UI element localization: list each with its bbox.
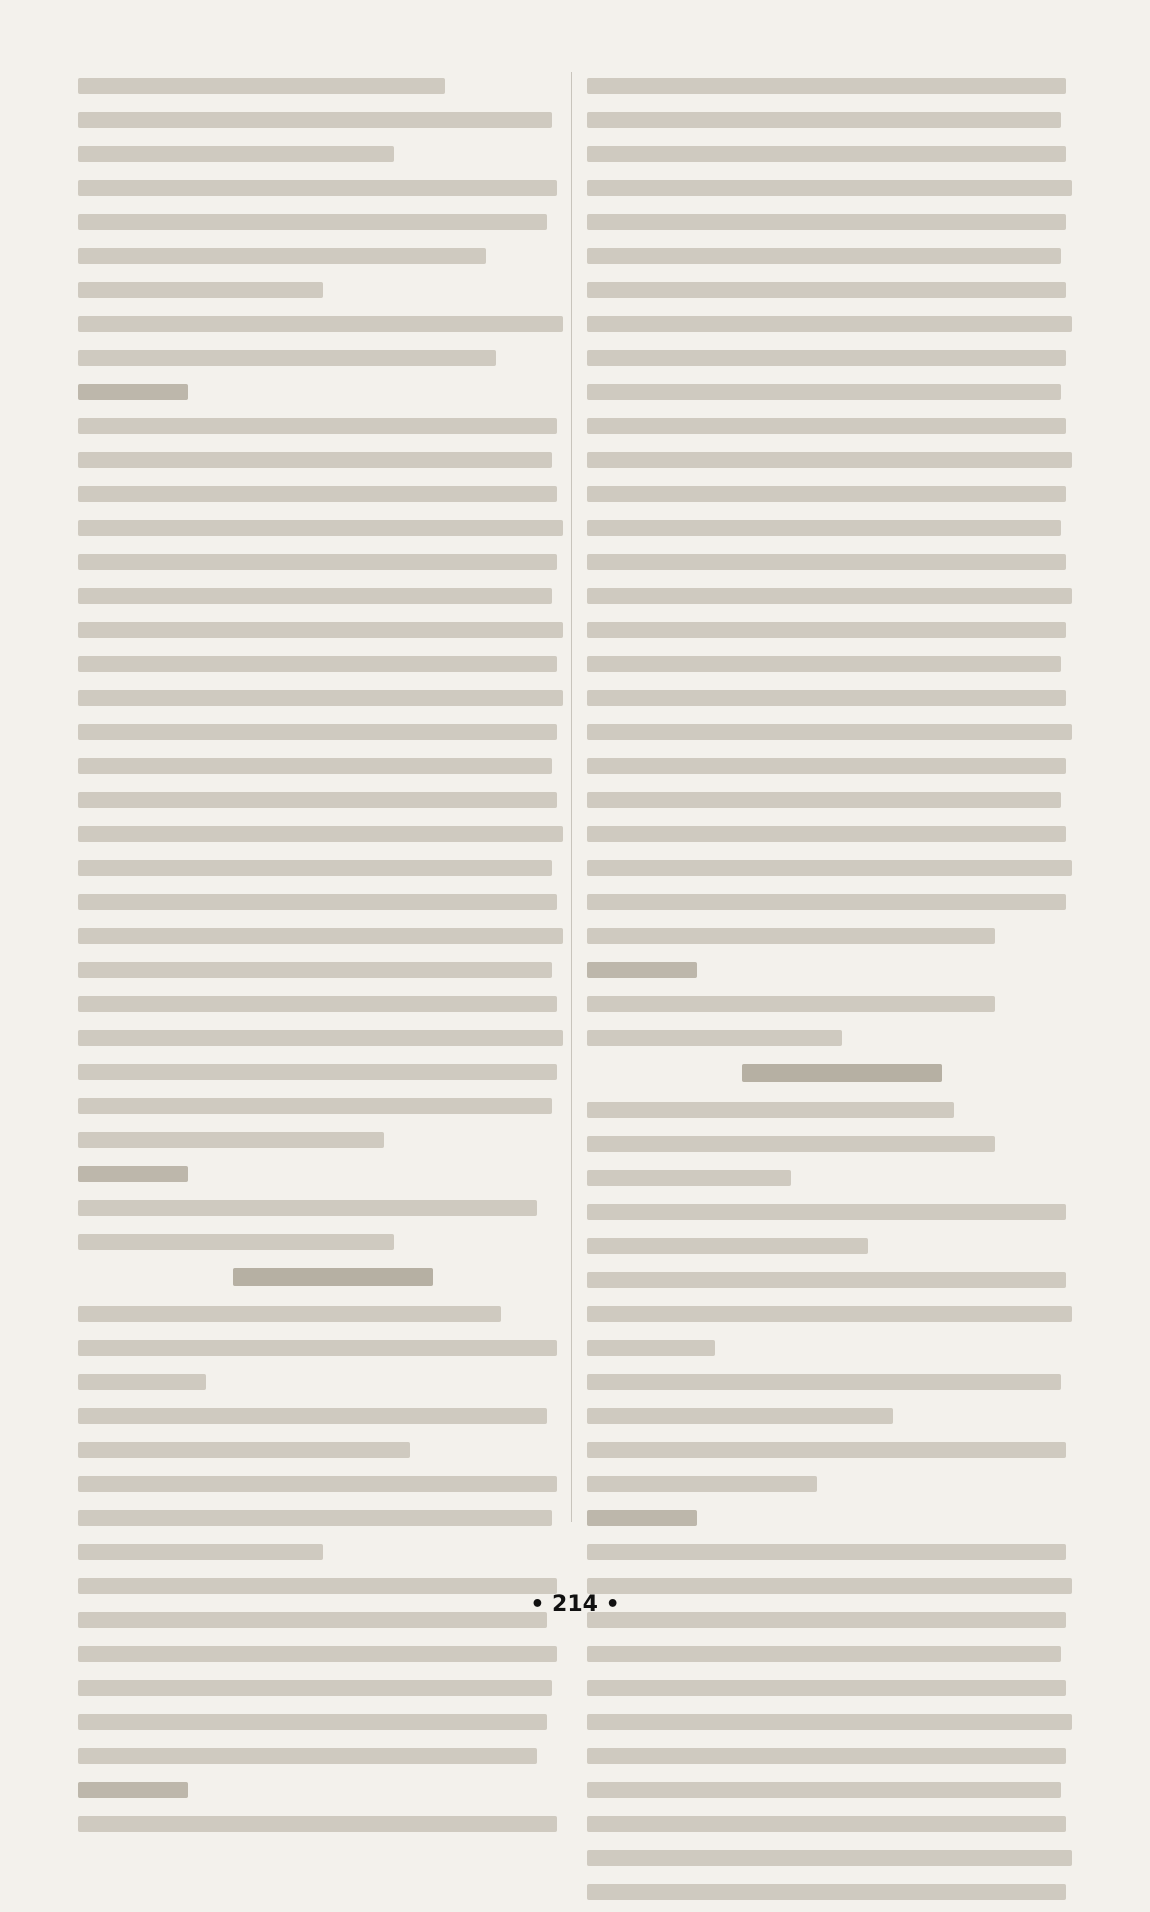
text-bar [78,588,552,604]
text-bar [587,690,1066,706]
text-bar [78,1510,552,1526]
section-title-bar [233,1268,433,1286]
text-line-placeholder [587,1402,1097,1430]
text-line-placeholder [78,1436,588,1464]
text-bar [78,724,557,740]
section-title-placeholder [78,1262,588,1292]
text-line-placeholder [78,412,588,440]
text-bar [78,486,557,502]
text-bar [587,1374,1061,1390]
text-line-placeholder [78,1126,588,1154]
text-line-placeholder [78,1776,588,1804]
text-bar [78,1476,557,1492]
text-line-placeholder [78,548,588,576]
text-line-placeholder [78,820,588,848]
text-line-placeholder [587,412,1097,440]
text-line-placeholder [78,718,588,746]
text-bar [587,384,1061,400]
text-line-placeholder [587,480,1097,508]
text-line-placeholder [587,786,1097,814]
text-bar [78,1544,323,1560]
text-bar [78,1374,206,1390]
text-bar [587,1170,791,1186]
text-line-placeholder [78,310,588,338]
text-bar [78,1340,557,1356]
text-line-placeholder [587,106,1097,134]
text-bar [587,1442,1066,1458]
text-line-placeholder [78,582,588,610]
text-bar [587,1102,954,1118]
text-line-placeholder [78,514,588,542]
text-line-placeholder [587,718,1097,746]
text-line-placeholder [587,1096,1097,1124]
text-bar [587,928,995,944]
text-line-placeholder [78,242,588,270]
text-bar [78,146,394,162]
text-line-placeholder [587,1130,1097,1158]
text-bar [587,180,1072,196]
text-bar [587,724,1072,740]
text-line-placeholder [587,752,1097,780]
text-line-placeholder [78,956,588,984]
text-line-placeholder [78,1334,588,1362]
text-bar [78,418,557,434]
text-line-placeholder [587,1844,1097,1872]
page-number: • 214 • [530,1592,620,1617]
text-line-placeholder [587,140,1097,168]
text-line-placeholder [587,1470,1097,1498]
text-bar [78,1408,547,1424]
text-line-placeholder [78,1504,588,1532]
text-line-placeholder [587,1776,1097,1804]
text-line-placeholder [587,888,1097,916]
text-bar [587,1782,1061,1798]
text-bar [587,452,1072,468]
text-bar [78,554,557,570]
text-bar [78,962,552,978]
text-line-placeholder [78,888,588,916]
text-bar [78,1306,501,1322]
text-line-placeholder [587,1164,1097,1192]
text-line-placeholder [78,1024,588,1052]
text-line-placeholder [78,616,588,644]
text-bar [78,112,552,128]
text-bar [587,112,1061,128]
text-bar [78,1748,537,1764]
text-line-placeholder [587,1232,1097,1260]
text-bar [587,588,1072,604]
text-bar [78,928,563,944]
text-line-placeholder [78,684,588,712]
text-line-placeholder [78,1058,588,1086]
subheading-bar [587,1510,697,1526]
text-line-placeholder [78,1194,588,1222]
subheading-bar [78,1782,188,1798]
text-line-placeholder [587,1198,1097,1226]
text-bar [78,1098,552,1114]
text-line-placeholder [78,1402,588,1430]
text-line-placeholder [78,1708,588,1736]
text-bar [78,860,552,876]
text-bar [78,1646,557,1662]
text-line-placeholder [587,174,1097,202]
text-bar [587,316,1072,332]
text-line-placeholder [587,684,1097,712]
text-line-placeholder [78,650,588,678]
text-line-placeholder [78,174,588,202]
text-line-placeholder [78,922,588,950]
text-bar [78,452,552,468]
left-column [78,72,588,1844]
text-line-placeholder [78,1368,588,1396]
text-bar [587,622,1066,638]
text-line-placeholder [587,1538,1097,1566]
text-bar [587,146,1066,162]
text-line-placeholder [587,616,1097,644]
text-line-placeholder [587,1640,1097,1668]
text-bar [587,282,1066,298]
text-line-placeholder [587,1504,1097,1532]
subheading-bar [78,1166,188,1182]
text-line-placeholder [587,378,1097,406]
subheading-bar [587,962,697,978]
text-line-placeholder [587,1674,1097,1702]
text-line-placeholder [587,990,1097,1018]
text-bar [78,282,323,298]
text-line-placeholder [587,650,1097,678]
text-line-placeholder [587,956,1097,984]
text-line-placeholder [78,854,588,882]
text-line-placeholder [78,1674,588,1702]
section-title-bar [742,1064,942,1082]
text-line-placeholder [587,1708,1097,1736]
text-line-placeholder [587,1810,1097,1838]
text-bar [587,826,1066,842]
text-bar [587,350,1066,366]
text-bar [78,1680,552,1696]
subheading-bar [78,384,188,400]
text-bar [78,1030,563,1046]
text-line-placeholder [587,310,1097,338]
text-bar [78,1714,547,1730]
text-bar [78,690,563,706]
text-line-placeholder [78,378,588,406]
text-line-placeholder [78,208,588,236]
text-line-placeholder [78,1810,588,1838]
text-line-placeholder [78,990,588,1018]
text-bar [587,248,1061,264]
text-bar [587,1748,1066,1764]
text-bar [587,1476,817,1492]
text-bar [78,1132,384,1148]
text-line-placeholder [78,1538,588,1566]
text-line-placeholder [587,72,1097,100]
right-column [587,72,1097,1912]
text-bar [587,1204,1066,1220]
text-line-placeholder [78,1470,588,1498]
text-bar [587,1340,715,1356]
text-line-placeholder [78,1640,588,1668]
text-line-placeholder [587,854,1097,882]
text-bar [587,860,1072,876]
text-bar [78,1234,394,1250]
text-line-placeholder [587,548,1097,576]
text-bar [587,758,1066,774]
text-bar [587,486,1066,502]
text-bar [587,214,1066,230]
text-line-placeholder [78,1228,588,1256]
text-bar [587,78,1066,94]
text-bar [587,1850,1072,1866]
text-line-placeholder [587,1878,1097,1906]
text-bar [587,1238,868,1254]
text-bar [587,1816,1066,1832]
text-line-placeholder [78,1092,588,1120]
text-bar [587,1408,893,1424]
text-bar [587,1030,842,1046]
text-bar [78,78,445,94]
text-bar [78,656,557,672]
text-line-placeholder [78,752,588,780]
text-bar [78,894,557,910]
text-line-placeholder [587,514,1097,542]
text-bar [587,418,1066,434]
text-line-placeholder [587,1368,1097,1396]
text-bar [78,180,557,196]
text-line-placeholder [78,446,588,474]
text-line-placeholder [587,922,1097,950]
text-bar [78,996,557,1012]
text-bar [78,520,563,536]
text-bar [78,248,486,264]
text-bar [78,1816,557,1832]
text-line-placeholder [587,582,1097,610]
text-bar [587,1136,995,1152]
text-line-placeholder [78,72,588,100]
text-bar [78,1200,537,1216]
text-bar [587,792,1061,808]
text-line-placeholder [78,1300,588,1328]
text-line-placeholder [78,344,588,372]
text-line-placeholder [78,480,588,508]
text-line-placeholder [587,446,1097,474]
text-bar [78,1442,410,1458]
text-bar [587,1272,1066,1288]
text-line-placeholder [78,786,588,814]
text-line-placeholder [78,106,588,134]
text-line-placeholder [78,276,588,304]
text-line-placeholder [587,1024,1097,1052]
text-line-placeholder [587,344,1097,372]
text-line-placeholder [587,242,1097,270]
text-bar [78,1064,557,1080]
text-bar [78,758,552,774]
text-bar [78,350,496,366]
text-bar [587,520,1061,536]
text-bar [78,316,563,332]
text-bar [587,1544,1066,1560]
text-bar [587,554,1066,570]
text-bar [587,894,1066,910]
text-line-placeholder [587,1334,1097,1362]
text-line-placeholder [587,208,1097,236]
text-bar [587,1714,1072,1730]
text-line-placeholder [587,820,1097,848]
text-line-placeholder [587,1266,1097,1294]
text-line-placeholder [78,1160,588,1188]
section-title-placeholder [587,1058,1097,1088]
text-line-placeholder [587,1300,1097,1328]
text-bar [587,1306,1072,1322]
text-line-placeholder [587,1742,1097,1770]
text-bar [587,1680,1066,1696]
text-bar [587,996,995,1012]
text-bar [78,214,547,230]
text-bar [587,1884,1066,1900]
text-line-placeholder [78,1742,588,1770]
text-line-placeholder [587,1436,1097,1464]
text-bar [78,792,557,808]
column-divider [571,72,572,1522]
text-bar [78,622,563,638]
text-line-placeholder [587,276,1097,304]
text-bar [587,1646,1061,1662]
text-bar [587,656,1061,672]
text-line-placeholder [78,140,588,168]
text-bar [78,826,563,842]
